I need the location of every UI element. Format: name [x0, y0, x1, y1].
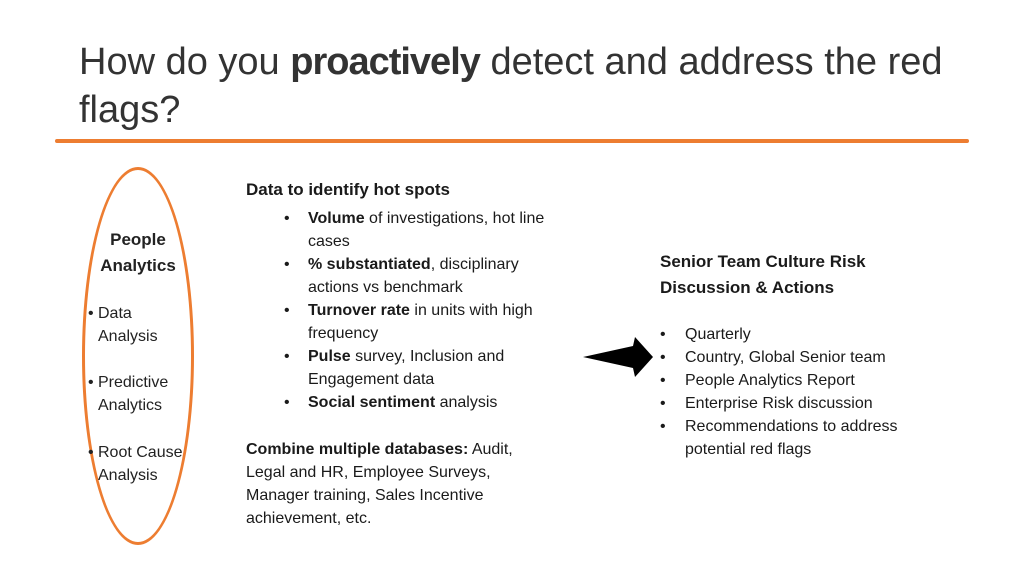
senior-team-list [660, 323, 960, 461]
data-bullet: • Volume of investigations, hot line cases [284, 210, 545, 250]
people-analytics-oval [82, 167, 194, 545]
title-part2: detect and address the red flags? [79, 41, 943, 131]
pa-item: • Root Cause Analysis [88, 444, 183, 484]
title-emphasis: proactively [290, 41, 480, 83]
title-part1: How do you [79, 41, 291, 83]
senior-bullet: • Country, Global Senior team [660, 349, 886, 366]
data-section-heading: Data to identify hot spots [246, 180, 450, 199]
data-bullet: • Social sentiment analysis [284, 394, 498, 411]
pa-item: • Predictive Analytics [88, 374, 169, 414]
combine-databases-text: Combine multiple databases: Audit, Legal and HR, Employee Surveys, Manager training, Sales Incentive achievement, etc. [246, 441, 513, 527]
people-analytics-title: People Analytics [100, 230, 176, 275]
senior-bullet: • People Analytics Report [660, 372, 855, 389]
slide-title [79, 38, 979, 134]
senior-bullet: • Quarterly [660, 326, 751, 343]
arrow-right-icon [583, 337, 653, 377]
data-bullet: • Pulse survey, Inclusion and Engagement data [284, 348, 505, 388]
title-divider [55, 139, 969, 143]
data-bullet: • Turnover rate in units with high frequency [284, 302, 533, 342]
senior-team-heading: Senior Team Culture Risk Discussion & Actions [660, 252, 866, 297]
data-bullet: • % substantiated, disciplinary actions vs benchmark [284, 256, 519, 296]
data-bullet-list [284, 207, 549, 414]
senior-bullet: • Enterprise Risk discussion [660, 395, 873, 412]
senior-bullet: • Recommendations to address potential red flags [660, 418, 898, 458]
pa-item: • Data Analysis [88, 305, 158, 345]
